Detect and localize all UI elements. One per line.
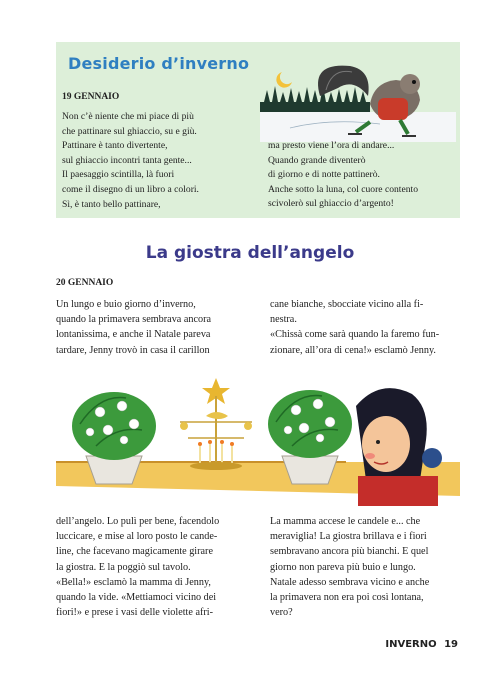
- poem-line: Il paesaggio scintilla, là fuori: [62, 169, 175, 181]
- story-line: giorno non pareva più buio e lungo.: [270, 561, 416, 573]
- story-line: quando la vide. «Mettiamoci vicino dei: [56, 592, 217, 604]
- story-line: Natale adesso sembrava vicino e anche: [270, 576, 430, 588]
- story-line: luccicare, e mise al loro posto le cande-: [56, 531, 218, 543]
- poem-line: come il disegno di un libro a colori.: [62, 183, 199, 195]
- poem-line: Pattinare è tanto divertente,: [62, 140, 168, 152]
- angel-carillon: [180, 378, 252, 470]
- poem-left-column: [62, 110, 199, 212]
- jenny-figure: [356, 388, 442, 506]
- poem-line: sul ghiaccio incontri tanta gente...: [62, 154, 192, 166]
- story-line: La mamma accese le candele e... che: [270, 516, 421, 527]
- story-column-2-bottom: [270, 514, 429, 620]
- story-column-1-top: [56, 297, 211, 358]
- story-line: «Bella!» esclamò la mamma di Jenny,: [56, 576, 211, 588]
- story-line: la giostra. E la poggiò sul tavolo.: [56, 561, 191, 573]
- story-line: «Chissà come sarà quando la faremo fun-: [270, 329, 440, 341]
- story-column-1-bottom: [56, 514, 219, 620]
- poem-line: Anche sotto la luna, col cuore contento: [268, 183, 418, 195]
- page-footer: [381, 639, 458, 650]
- story-column-2-top: [270, 297, 439, 358]
- story-title: La giostra dell’angelo: [145, 243, 355, 263]
- story-line: zionare, all’ora di cena!» esclamò Jenny.: [270, 344, 436, 356]
- story-line: tardare, Jenny trovò in casa il carillon: [56, 344, 210, 356]
- poem-date: 19 GENNAIO: [62, 92, 120, 102]
- skating-squirrel-illustration: [260, 60, 456, 150]
- story-date: 20 GENNAIO: [56, 278, 114, 288]
- story-line: cane bianche, sbocciate vicino alla fi-: [270, 299, 424, 310]
- story-line: dell’angelo. Lo pulì per bene, facendolo: [56, 516, 220, 527]
- story-line: meraviglia! La giostra brillava e i fiori: [270, 531, 427, 543]
- carillon-illustration: [56, 366, 460, 506]
- poem-line: Quando grande diventerò: [268, 154, 366, 166]
- story-line: nestra.: [270, 314, 297, 326]
- page-number: 19: [444, 639, 458, 650]
- poem-line: Non c’è niente che mi piace di più: [62, 111, 194, 122]
- poem-title: Desiderio d’inverno: [68, 54, 250, 73]
- story-line: line, che facevano magicamente girare: [56, 546, 213, 558]
- poem-line: che pattinare sul ghiaccio, su e giù.: [62, 125, 197, 137]
- story-line: la primavera non era poi così lontana,: [270, 592, 424, 604]
- poem-line: scivolerò sul ghiaccio d’argento!: [268, 198, 394, 210]
- poem-box: [56, 42, 460, 218]
- story-line: quando la primavera sembrava ancora: [56, 314, 212, 326]
- story-line: lontanissima, e anche il Natale pareva: [56, 329, 211, 341]
- poem-right-column: [268, 139, 418, 212]
- poem-line: Sì, è tanto bello pattinare,: [62, 198, 161, 210]
- story-line: fiori!» e prese i vasi delle violette afri-: [56, 607, 213, 619]
- poem-line: di giorno e di notte pattinerò.: [268, 169, 380, 181]
- section-label: INVERNO: [385, 639, 437, 650]
- story-line: vero?: [270, 607, 293, 619]
- story-line: sembravano ancora più bianchi. E quel: [270, 546, 429, 558]
- poem-line: ma presto viene l’ora di andare...: [268, 140, 395, 151]
- story-line: Un lungo e buio giorno d’inverno,: [56, 299, 196, 310]
